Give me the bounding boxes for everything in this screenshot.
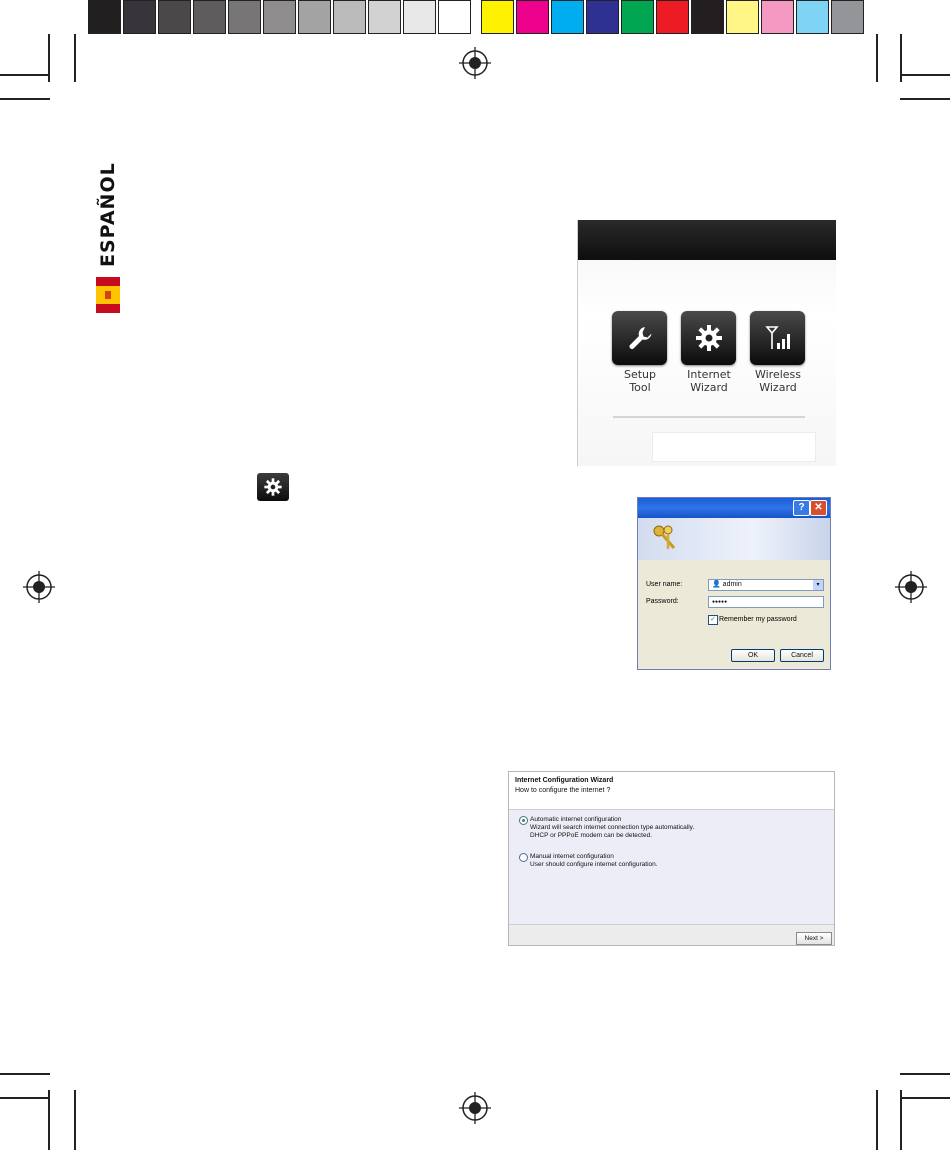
setup-tool-label: Setup Tool — [623, 368, 657, 394]
color-swatch — [88, 0, 121, 34]
cancel-button[interactable]: Cancel — [780, 649, 824, 662]
color-swatch — [551, 0, 584, 34]
crop-mark — [74, 34, 76, 82]
color-swatch — [586, 0, 619, 34]
auto-config-description: DHCP or PPPoE modem can be detected. — [530, 832, 652, 839]
color-swatch — [621, 0, 654, 34]
crop-mark — [900, 74, 950, 76]
wizard-header — [509, 772, 834, 810]
color-swatch — [831, 0, 864, 34]
keys-icon — [650, 522, 680, 552]
dialog-banner — [638, 518, 830, 560]
color-swatch — [481, 0, 514, 34]
internet-configuration-wizard — [508, 771, 835, 946]
username-value: admin — [722, 581, 742, 588]
auto-config-label: Automatic internet configuration — [530, 816, 622, 823]
crop-mark — [0, 74, 50, 76]
color-swatch — [516, 0, 549, 34]
setup-tool-button[interactable] — [612, 311, 667, 365]
crop-mark — [900, 1097, 950, 1099]
registration-mark-icon — [458, 1091, 492, 1125]
wizard-subtitle: How to configure the internet ? — [515, 787, 611, 794]
manual-config-label: Manual internet configuration — [530, 853, 614, 860]
crop-mark — [0, 1073, 50, 1075]
wireless-wizard-label: Wireless Wizard — [754, 368, 802, 394]
close-button[interactable]: ✕ — [810, 500, 827, 516]
divider — [613, 416, 805, 418]
remember-label: Remember my password — [719, 616, 797, 623]
crop-mark — [48, 1090, 50, 1150]
crop-mark — [74, 1090, 76, 1150]
color-swatch — [263, 0, 296, 34]
color-swatch — [298, 0, 331, 34]
crop-mark — [0, 1097, 50, 1099]
internet-wizard-button[interactable] — [681, 311, 736, 365]
registration-mark-icon — [22, 570, 56, 604]
color-swatch — [193, 0, 226, 34]
login-dialog — [637, 497, 831, 670]
next-button[interactable]: Next > — [796, 932, 832, 945]
username-label: User name: — [646, 581, 683, 588]
registration-mark-icon — [458, 46, 492, 80]
ok-button[interactable]: OK — [731, 649, 775, 662]
internet-wizard-label: Internet Wizard — [687, 368, 731, 394]
router-footer-box — [652, 432, 816, 462]
crop-mark — [876, 1090, 878, 1150]
color-swatch — [368, 0, 401, 34]
wireless-wizard-button[interactable] — [750, 311, 805, 365]
password-field[interactable] — [708, 596, 824, 608]
color-swatch — [761, 0, 794, 34]
color-swatch — [438, 0, 471, 34]
wrench-icon — [625, 323, 655, 353]
manual-config-description: User should configure internet configuration. — [530, 861, 658, 868]
crop-mark — [876, 34, 878, 82]
language-label: ESPAÑOL — [97, 162, 119, 268]
color-swatch — [158, 0, 191, 34]
color-swatch — [656, 0, 689, 34]
color-swatch — [403, 0, 436, 34]
wizard-footer — [509, 924, 834, 946]
help-button[interactable]: ? — [793, 500, 810, 516]
antenna-signal-icon — [763, 323, 793, 353]
internet-wizard-icon — [257, 473, 289, 501]
auto-config-radio[interactable] — [519, 816, 528, 825]
color-swatch — [333, 0, 366, 34]
registration-mark-icon — [894, 570, 928, 604]
password-value: ●●●●● — [712, 599, 728, 605]
router-top-bar — [578, 220, 836, 260]
color-calibration-bar-process — [481, 0, 866, 36]
manual-config-radio[interactable] — [519, 853, 528, 862]
gear-icon — [694, 323, 724, 353]
router-home-screenshot — [577, 220, 836, 466]
crop-mark — [900, 1090, 902, 1150]
color-swatch — [228, 0, 261, 34]
crop-mark — [900, 1073, 950, 1075]
color-swatch — [796, 0, 829, 34]
password-label: Password: — [646, 598, 679, 605]
color-swatch — [726, 0, 759, 34]
color-calibration-bar — [88, 0, 473, 36]
auto-config-description: Wizard will search internet connection type automatically. — [530, 824, 695, 831]
user-icon: 👤 — [712, 581, 721, 588]
chevron-down-icon: ▾ — [813, 580, 823, 590]
remember-checkbox[interactable]: ✓ — [708, 615, 718, 625]
wizard-title: Internet Configuration Wizard — [515, 777, 614, 784]
username-field[interactable] — [708, 579, 824, 591]
crop-mark — [0, 98, 50, 100]
spain-flag-icon — [96, 277, 120, 313]
gear-icon — [263, 477, 283, 497]
crop-mark — [900, 98, 950, 100]
color-swatch — [123, 0, 156, 34]
color-swatch — [691, 0, 724, 34]
